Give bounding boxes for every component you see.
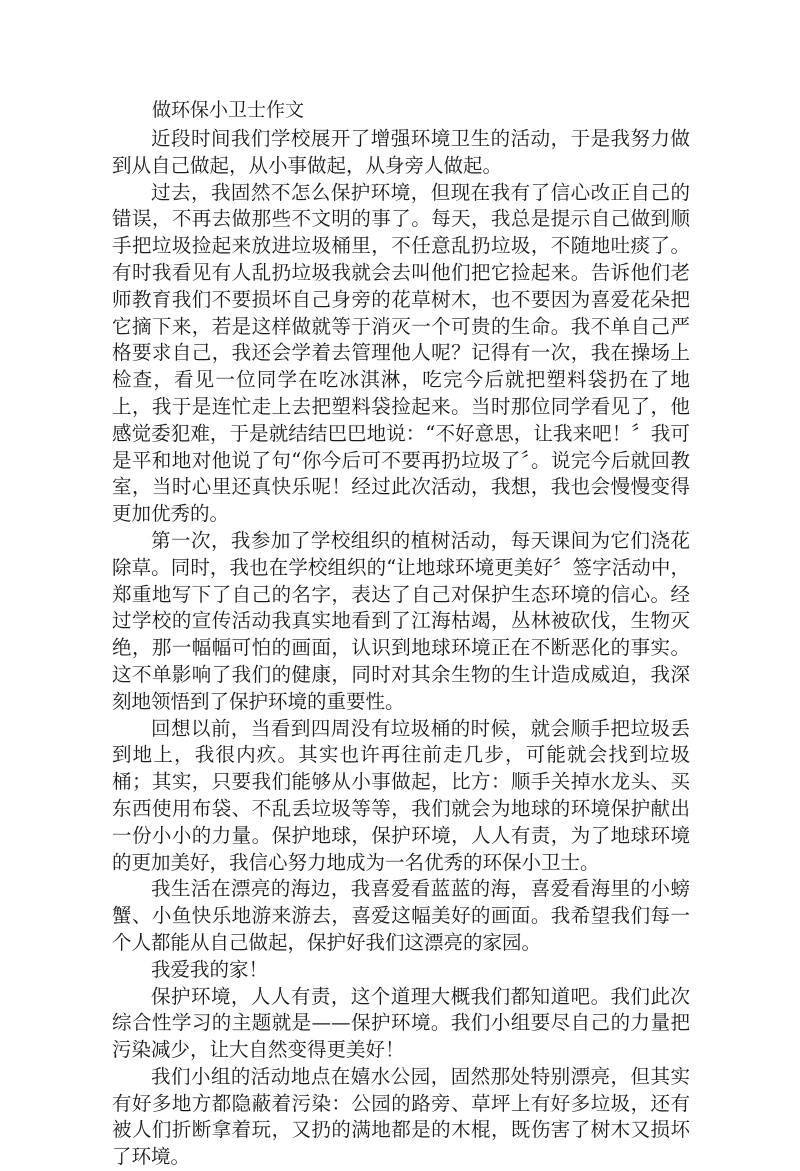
- paragraph-3: 第一次，我参加了学校组织的植树活动，每天课间为它们浇花除草。同时，我也在学校组织的“让地球环境更美好〞签字活动中，郑重地写下了自己的名字，表达了自己对保护生态环境的信心。经过学校的宣传活动我真实地看到了江海枯竭，丛林被砍伐，生物灭绝，那一幅幅可怕的画面，认识到地球环境正在不断恶化的事实。这不单影响了我们的健康，同时对其余生物的生计造成威迫，我深刻地领悟到了保护环境的重要性。: [112, 528, 690, 713]
- paragraph-8: 我们小组的活动地点在嬉水公园，固然那处特别漂亮，但其实有好多地方都隐蔽着污染：公园的路旁、草坪上有好多垃圾，还有被人们折断拿着玩，又扔的满地都是的木棍，既伤害了树木又损坏了环境。: [112, 1064, 690, 1169]
- paragraph-2: 过去，我固然不怎么保护环境，但现在我有了信心改正自己的错误，不再去做那些不文明的事了。每天，我总是提示自己做到顺手把垃圾捡起来放进垃圾桶里，不任意乱扔垃圾，不随地吐痰了。有时我看见有人乱扔垃圾我就会去叫他们把它捡起来。告诉他们老师教育我们不要损坏自己身旁的花草树木，也不要因为喜爱花朵把它摘下来，若是这样做就等于消灭一个可贵的生命。我不单自己严格要求自己，我还会学着去管理他人呢？记得有一次，我在操场上检查，看见一位同学在吃冰淇淋，吃完今后就把塑料袋扔在了地上，我于是连忙走上去把塑料袋捡起来。当时那位同学看见了，他感觉委犯难，于是就结结巴巴地说：“不好意思，让我来吧！〞我可是平和地对他说了句“你今后可不要再扔垃圾了〞。说完今后就回教室，当时心里还真快乐呢！经过此次活动，我想，我也会慢慢变得更加优秀的。: [112, 180, 690, 526]
- paragraph-1: 近段时间我们学校展开了增强环境卫生的活动，于是我努力做到从自己做起，从小事做起，从身旁人做起。: [112, 127, 690, 177]
- paragraph-7: 保护环境，人人有责，这个道理大概我们都知道吧。我们此次综合性学习的主题就是——保护环境。我们小组要尽自己的力量把污染减少，让大自然变得更美好！: [112, 984, 690, 1062]
- paragraph-6: 我爱我的家！: [151, 957, 269, 981]
- paragraph-4: 回想以前，当看到四周没有垃圾桶的时候，就会顺手把垃圾丢到地上，我很内疚。其实也许再往前走几步，可能就会找到垃圾桶；其实，只要我们能够从小事做起，比方：顺手关掉水龙头、买东西使用布袋、不乱丢垃圾等等，我们就会为地球的环境保护献出一份小小的力量。保护地球，保护环境，人人有责，为了地球环境的更加美好，我信心努力地成为一名优秀的环保小卫士。: [112, 716, 690, 874]
- paragraph-5: 我生活在漂亮的海边，我喜爱看蓝蓝的海，喜爱看海里的小螃蟹、小鱼快乐地游来游去，喜爱这幅美好的画面。我希望我们每一个人都能从自己做起，保护好我们这漂亮的家园。: [112, 877, 690, 954]
- document-body: [112, 126, 690, 1171]
- document-title: 做环保小卫士作文: [152, 99, 305, 121]
